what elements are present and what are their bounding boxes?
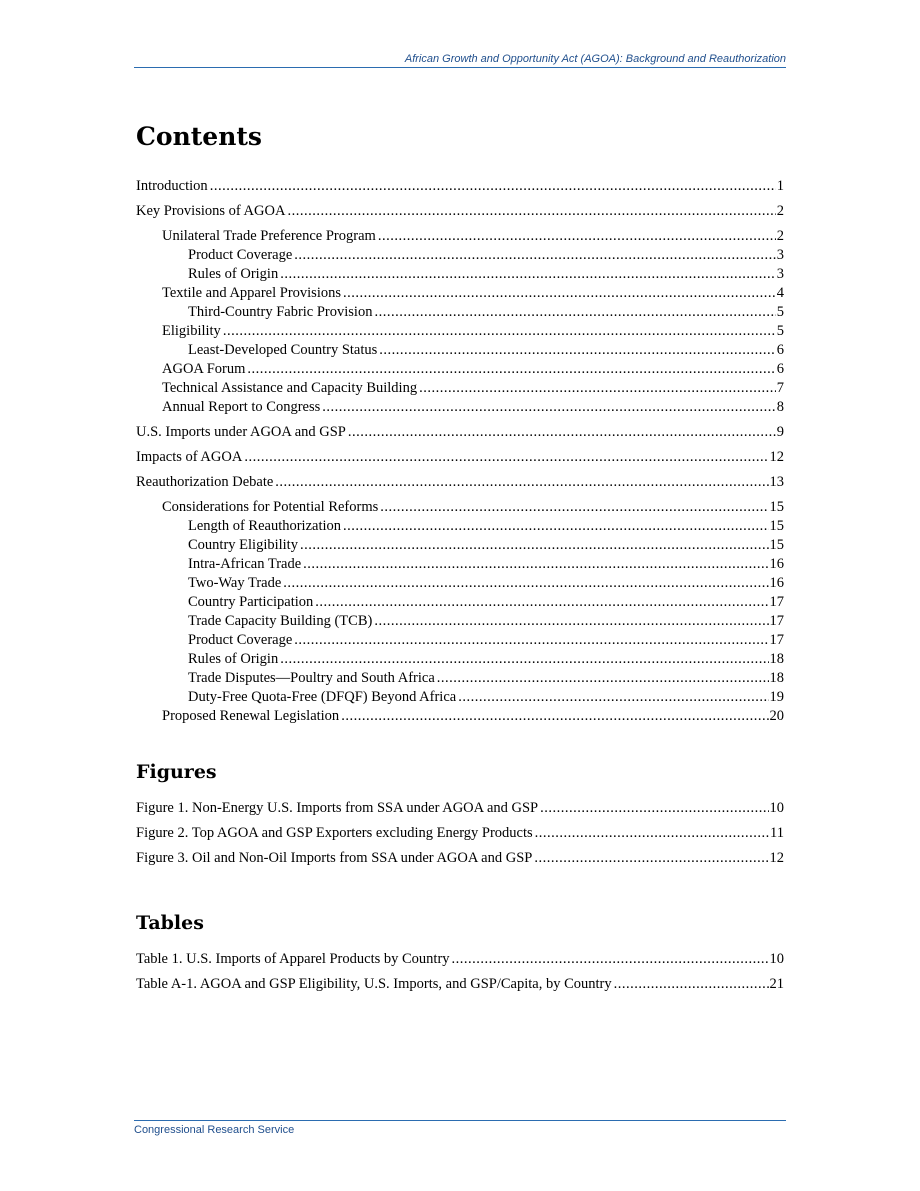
toc-entry[interactable]: Considerations for Potential Reforms ..... 15 [136,498,784,517]
toc-entry[interactable]: Two-Way Trade ..... 16 [136,574,784,593]
toc-entry[interactable]: U.S. Imports under AGOA and GSP ..... 9 [136,423,784,442]
tables-heading: Tables [136,912,204,934]
toc-entry[interactable]: Proposed Renewal Legislation ..... 20 [136,707,784,726]
toc-entry[interactable]: Annual Report to Congress ..... 8 [136,398,784,417]
toc-entry[interactable]: Country Eligibility ..... 15 [136,536,784,555]
toc-entry[interactable]: Third-Country Fabric Provision ..... 5 [136,303,784,322]
toc-entry[interactable]: Textile and Apparel Provisions ..... 4 [136,284,784,303]
figures-heading: Figures [136,761,217,783]
running-footer: Congressional Research Service [134,1120,786,1136]
toc-entry[interactable]: Trade Capacity Building (TCB) ..... 17 [136,612,784,631]
toc-entry[interactable]: Introduction ..... 1 [136,177,784,196]
toc-entry[interactable]: Technical Assistance and Capacity Building ..... 7 [136,379,784,398]
toc-entry[interactable]: Product Coverage ..... 3 [136,246,784,265]
toc-entry[interactable]: Intra-African Trade ..... 16 [136,555,784,574]
toc-entry[interactable]: Duty-Free Quota-Free (DFQF) Beyond Africa ..... 19 [136,688,784,707]
running-header: African Growth and Opportunity Act (AGOA): Background and Reauthorization [134,53,786,68]
toc-entry[interactable]: Length of Reauthorization ..... 15 [136,517,784,536]
toc-entry[interactable]: Trade Disputes—Poultry and South Africa ..... 18 [136,669,784,688]
toc-entry[interactable]: Product Coverage ..... 17 [136,631,784,650]
toc-entry[interactable]: Eligibility ..... 5 [136,322,784,341]
toc-entry[interactable]: Least-Developed Country Status ..... 6 [136,341,784,360]
toc-entry[interactable]: Rules of Origin ..... 3 [136,265,784,284]
table-entry[interactable]: Table A-1. AGOA and GSP Eligibility, U.S. Imports, and GSP/Capita, by Country ..... 21 [136,975,784,994]
toc-entry[interactable]: Reauthorization Debate ..... 13 [136,473,784,492]
table-entry[interactable]: Table 1. U.S. Imports of Apparel Products by Country ..... 10 [136,950,784,969]
figure-entry[interactable]: Figure 3. Oil and Non-Oil Imports from SSA under AGOA and GSP ..... 12 [136,849,784,868]
toc-entry[interactable]: Key Provisions of AGOA ..... 2 [136,202,784,221]
toc-entry[interactable]: Rules of Origin ..... 18 [136,650,784,669]
toc-entry[interactable]: Impacts of AGOA ..... 12 [136,448,784,467]
figure-entry[interactable]: Figure 2. Top AGOA and GSP Exporters excluding Energy Products ..... 11 [136,824,784,843]
figure-entry[interactable]: Figure 1. Non-Energy U.S. Imports from SSA under AGOA and GSP ..... 10 [136,799,784,818]
toc-entry[interactable]: AGOA Forum ..... 6 [136,360,784,379]
figures-list [136,799,784,868]
contents-list [136,177,784,726]
tables-list [136,950,784,994]
toc-entry[interactable]: Country Participation ..... 17 [136,593,784,612]
contents-heading: Contents [136,122,263,151]
toc-entry[interactable]: Unilateral Trade Preference Program ..... 2 [136,227,784,246]
